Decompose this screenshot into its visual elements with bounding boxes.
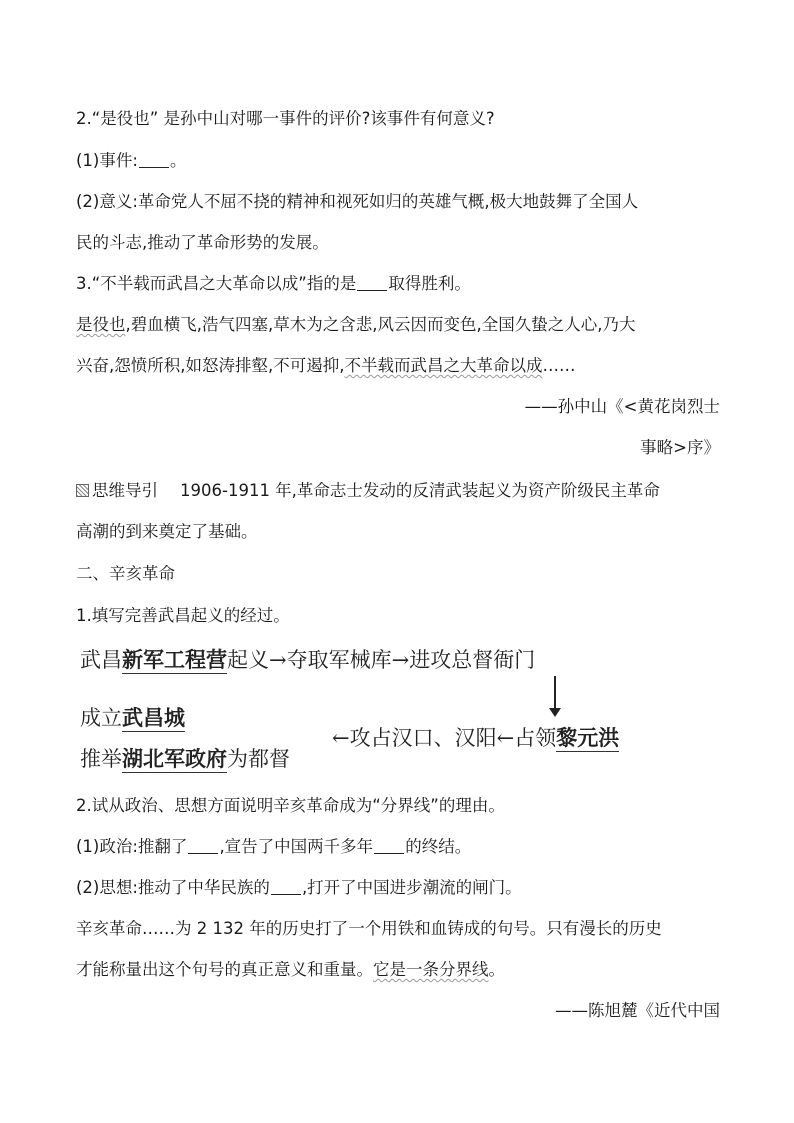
flow-row-1: 武昌新军工程营起义→夺取军械库→进攻总督衙门 — [80, 647, 536, 672]
quote-sun-line2: 兴奋,怨愤所积,如怒涛排壑,不可遏抑,不半载而武昌之大革命以成…… — [76, 356, 576, 375]
quote-sun-line1: 是役也,碧血横飞,浩气四塞,草木为之含悲,风云因而变色,全国久蛰之人心,乃大 — [76, 315, 636, 334]
section-heading-2: 二、辛亥革命 — [76, 564, 175, 583]
question-2-meaning-line2: 民的斗志,推动了革命形势的发展。 — [76, 233, 329, 252]
answer-li-yuanhong: 黎元洪 — [556, 725, 620, 750]
question-2b-politics: (1)政治:推翻了 ,宣告了中国两千多年 的终结。 — [76, 837, 472, 856]
flow-row-3: 推举湖北军政府为都督 — [80, 746, 290, 771]
flow-row-2: 成立武昌城 — [80, 705, 185, 730]
quote-chen-line1: 辛亥革命……为 2 132 年的历史打了一个用铁和血铸成的句号。只有漫长的历史 — [76, 919, 662, 938]
question-2-title: 2.“是役也” 是孙中山对哪一事件的评价?该事件有何意义? — [76, 109, 495, 128]
question-2b-ideology: (2)思想:推动了中华民族的 ,打开了中国进步潮流的闸门。 — [76, 878, 522, 897]
answer-new-army: 新军工程营 — [122, 647, 227, 672]
flow-row-3-right: ←攻占汉口、汉阳←占领黎元洪 — [332, 725, 620, 750]
fill-task: 1.填写完善武昌起义的经过。 — [76, 606, 290, 625]
quote-chen-line2: 才能称量出这个句号的真正意义和重量。它是一条分界线。 — [76, 960, 505, 979]
thinking-guide-line1: 思维导引 1906-1911 年,革命志士发动的反清武装起义为资产阶级民主革命 — [76, 480, 726, 502]
politics-blank-2[interactable] — [374, 839, 404, 854]
quote-chen-source: ——陈旭麓《近代中国 — [555, 1001, 720, 1020]
ideology-blank[interactable] — [271, 880, 301, 895]
answer-wuchang-city: 武昌城 — [122, 705, 185, 730]
flow-down-arrow-shaft — [554, 676, 556, 712]
quote-sun-source-line1: ——孙中山《<黄花岗烈士 — [524, 397, 720, 416]
question-2-event: (1)事件: 。 — [76, 151, 187, 170]
answer-hubei-government: 湖北军政府 — [122, 746, 227, 771]
question-3: 3.“不半载而武昌之大革命以成”指的是 取得胜利。 — [76, 274, 471, 293]
question-2b-title: 2.试从政治、思想方面说明辛亥革命成为“分界线”的理由。 — [76, 796, 505, 815]
quote-sun-source-line2: 事略>序》 — [640, 438, 720, 457]
question-2-meaning-line1: (2)意义:革命党人不屈不挠的精神和视死如归的英雄气概,极大地鼓舞了全国人 — [76, 192, 639, 211]
q3-blank[interactable] — [357, 276, 387, 291]
thinking-guide-line2: 高潮的到来奠定了基础。 — [76, 522, 258, 541]
event-blank[interactable] — [139, 153, 169, 168]
flow-down-arrow-head — [549, 708, 561, 717]
guide-icon — [76, 484, 89, 497]
politics-blank-1[interactable] — [188, 839, 218, 854]
